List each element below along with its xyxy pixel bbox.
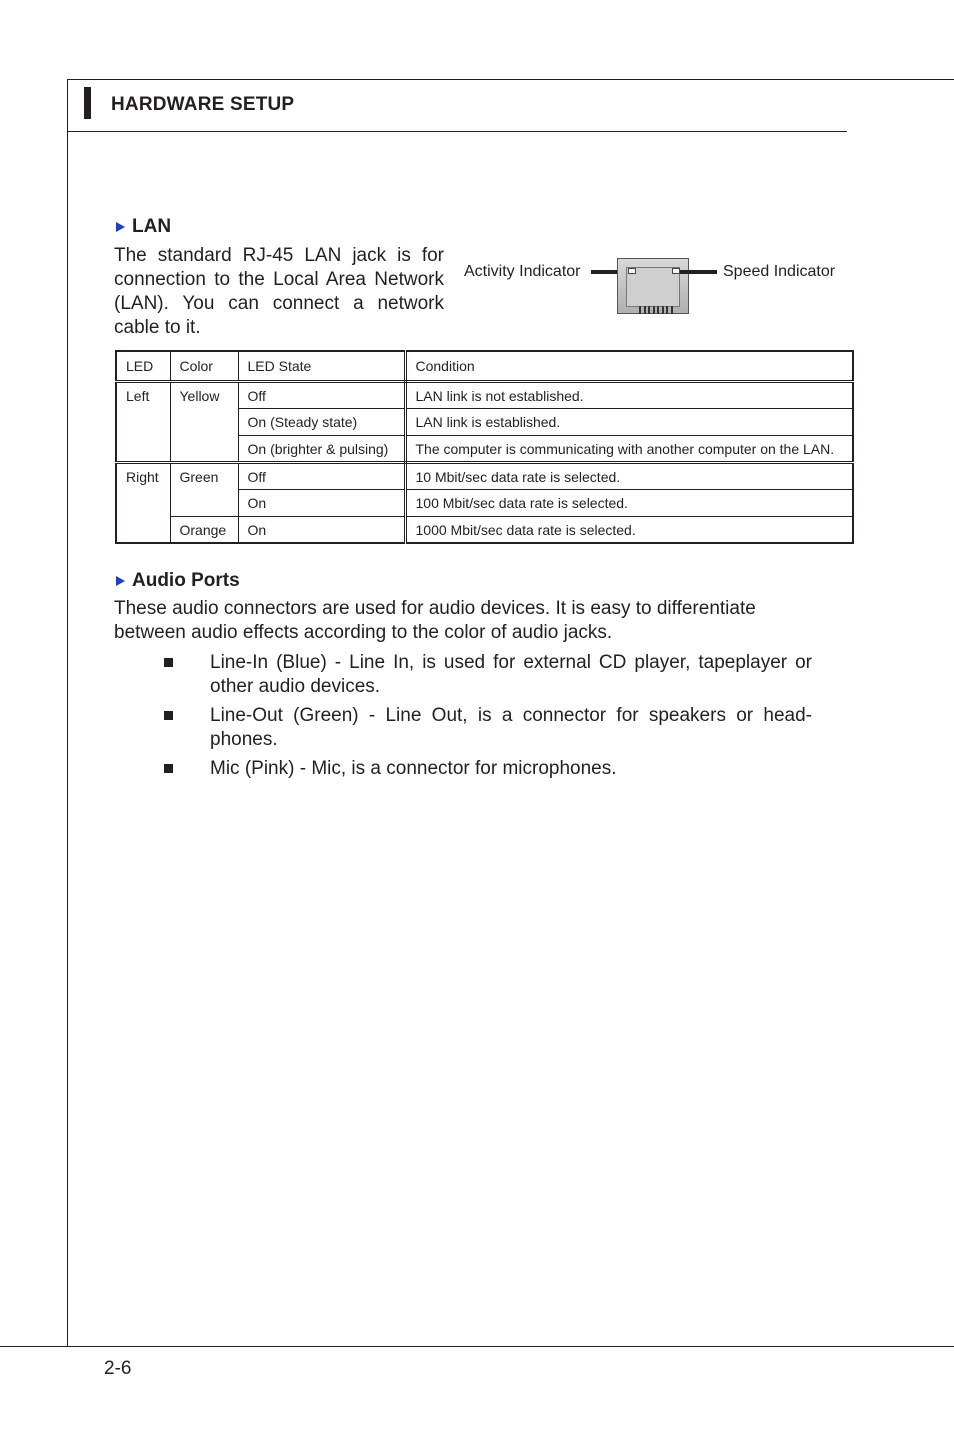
lan-heading: [116, 216, 171, 238]
table-header-row: [116, 351, 853, 381]
condition-cell: LAN link is established.: [405, 408, 853, 435]
square-bullet-icon: [164, 711, 173, 720]
state-cell: On (brighter & pulsing): [238, 435, 405, 462]
audio-heading-text: Audio Ports: [132, 570, 240, 591]
table-header-cell: Condition: [405, 351, 853, 381]
triangle-bullet-icon: [116, 222, 125, 232]
page-number: 2-6: [104, 1358, 132, 1379]
condition-cell: The computer is communicating with another computer on the LAN.: [405, 435, 853, 462]
header-bar-marker: [84, 87, 91, 119]
state-cell: On: [238, 489, 405, 516]
frame-left-rule: [67, 79, 68, 1347]
color-cell: Orange: [170, 516, 238, 543]
frame-bottom-rule: [0, 1346, 954, 1347]
square-bullet-icon: [164, 658, 173, 667]
list-item: [160, 704, 812, 752]
table-row: [116, 462, 853, 489]
color-cell: Yellow: [170, 381, 238, 462]
state-cell: Off: [238, 462, 405, 489]
condition-cell: LAN link is not established.: [405, 381, 853, 408]
lan-led-table: [115, 350, 854, 544]
state-cell: On: [238, 516, 405, 543]
list-item-text: Line-In (Blue) - Line In, is used for external CD player, tapeplayer or other audio devices.: [210, 652, 812, 697]
rj45-jack-illustration: [617, 258, 689, 314]
speed-led-icon: [672, 268, 680, 274]
condition-cell: 10 Mbit/sec data rate is selected.: [405, 462, 853, 489]
activity-led-icon: [628, 268, 636, 274]
speed-indicator-label: Speed Indicator: [723, 263, 836, 280]
list-item: [160, 757, 812, 781]
table-header-cell: Color: [170, 351, 238, 381]
square-bullet-icon: [164, 764, 173, 773]
lan-intro-paragraph: The standard RJ-45 LAN jack is for connection to the Local Area Network (LAN). You can connect a network cable to it.: [114, 245, 444, 338]
table-row: [116, 381, 853, 408]
led-cell: Left: [116, 381, 170, 462]
lan-heading-text: LAN: [132, 216, 172, 237]
triangle-bullet-icon: [116, 576, 125, 586]
rj45-pins: [639, 306, 673, 314]
condition-cell: 100 Mbit/sec data rate is selected.: [405, 489, 853, 516]
audio-jack-list: [160, 651, 812, 786]
list-item-text: Line-Out (Green) - Line Out, is a connector for speakers or head-phones.: [210, 705, 812, 750]
list-item: [160, 651, 812, 699]
table-row: [116, 516, 853, 543]
table-header-cell: LED State: [238, 351, 405, 381]
frame-top-rule: [67, 79, 954, 80]
condition-cell: 1000 Mbit/sec data rate is selected.: [405, 516, 853, 543]
activity-indicator-label: Activity Indicator: [464, 263, 581, 280]
header-rule: [67, 131, 847, 132]
audio-intro-paragraph: These audio connectors are used for audio devices. It is easy to differentiate between audio effects according to the color of audio jacks.: [114, 598, 756, 643]
led-cell: Right: [116, 462, 170, 543]
state-cell: On (Steady state): [238, 408, 405, 435]
page-header-title: HARDWARE SETUP: [111, 94, 295, 115]
audio-ports-heading: [116, 570, 240, 592]
speed-indicator-leader-line: [680, 270, 717, 274]
table-header-cell: LED: [116, 351, 170, 381]
list-item-text: Mic (Pink) - Mic, is a connector for microphones.: [210, 758, 617, 779]
state-cell: Off: [238, 381, 405, 408]
color-cell: Green: [170, 462, 238, 516]
